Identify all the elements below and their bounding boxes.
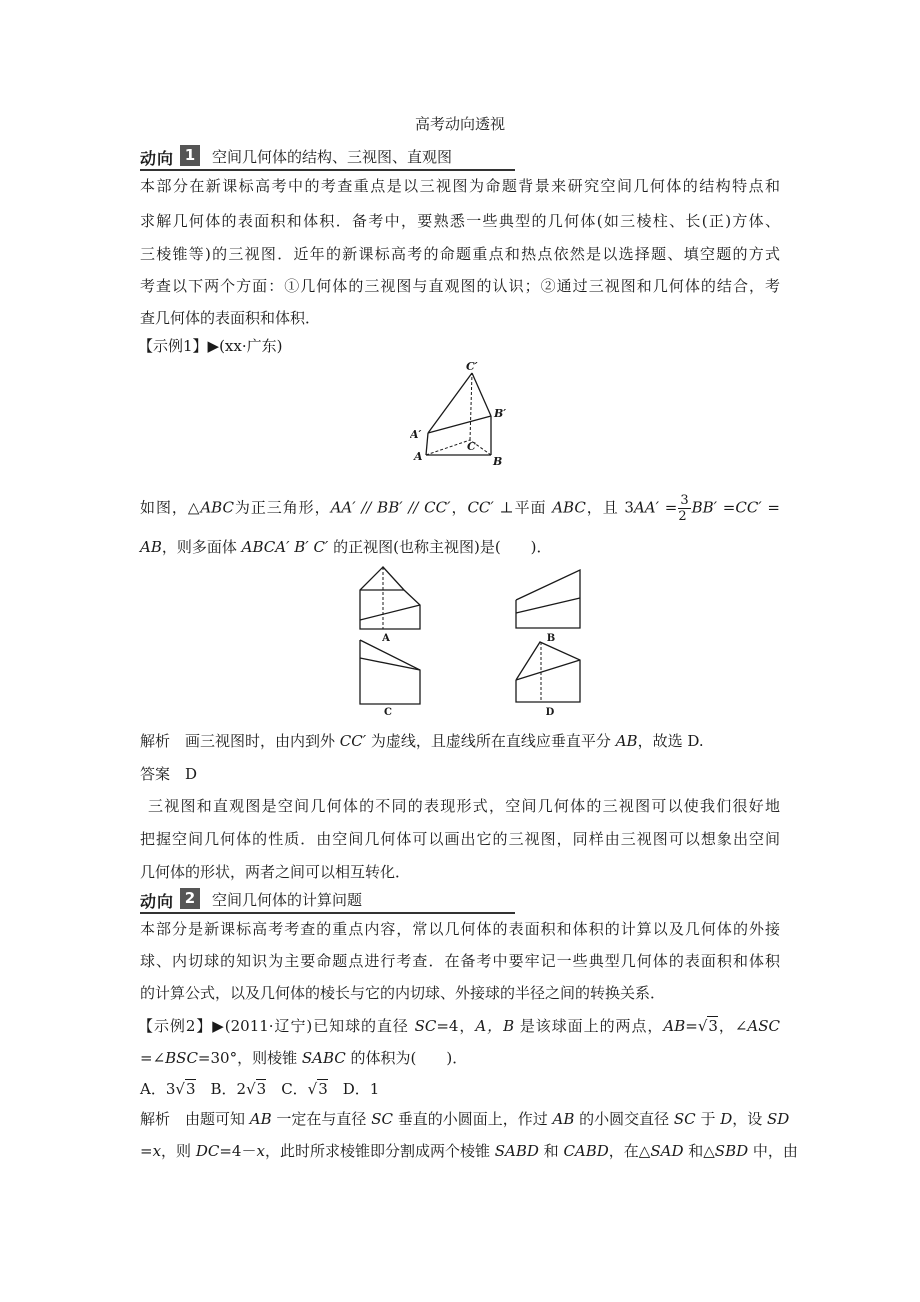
summary-line: 几何体的形状，两者之间可以相互转化． [140, 863, 411, 881]
example-2-question-line-1: 【示例2】▶(2011·辽宁)已知球的直径 SC=4，A，B 是该球面上的两点，AB=√3，∠ASC [138, 1017, 780, 1035]
option-b-drawing [516, 570, 580, 628]
option-d-drawing [516, 642, 580, 702]
section-1-label: 动向 [140, 149, 175, 168]
section-2-paragraph-line: 本部分是新课标高考考查的重点内容，常以几何体的表面积和体积的计算以及几何体的外接 [140, 920, 780, 938]
hidden-edge-cc1 [470, 373, 472, 440]
example-1-answer: 答案 D [140, 765, 198, 783]
example-1-label: 【示例1】▶(xx·广东) [138, 337, 283, 355]
section-2-label: 动向 [140, 892, 175, 911]
option-a-drawing [360, 567, 420, 629]
label-b: B [493, 455, 503, 468]
polyhedron-figure [410, 358, 530, 470]
option-d-label: D [545, 707, 555, 718]
hidden-edge-ac [426, 440, 470, 455]
section-1-paragraph-line: 本部分在新课标高考中的考查重点是以三视图为命题背景来研究空间几何体的结构特点和 [140, 177, 780, 195]
label-c-prime: C′ [466, 360, 478, 373]
example-2-question-line-2: =∠BSC=30°，则棱锥 SABC 的体积为( )． [140, 1049, 468, 1067]
page-title: 高考动向透视 [414, 115, 505, 133]
section-1-paragraph-line: 求解几何体的表面积和体积．备考中，要熟悉一些典型的几何体(如三棱柱、长(正)方体、 [140, 212, 780, 230]
summary-line: 三视图和直观图是空间几何体的不同的表现形式，空间几何体的三视图可以使我们很好地 [148, 797, 780, 815]
section-1-paragraph-line: 考查以下两个方面：①几何体的三视图与直观图的认识；②通过三视图和几何体的结合，考 [140, 277, 780, 295]
section-1-number: 1 [180, 145, 200, 166]
fraction-three-halves: $\frac{3}{2}$ [678, 493, 689, 524]
summary-line: 把握空间几何体的性质．由空间几何体可以画出它的三视图，同样由三视图可以想象出空间 [140, 830, 780, 848]
option-c-drawing [360, 640, 420, 704]
option-b-label: B [546, 633, 556, 644]
edge-a1c1 [428, 373, 472, 433]
section-1-heading: 空间几何体的结构、三视图、直观图 [212, 148, 453, 166]
section-2-heading: 空间几何体的计算问题 [212, 891, 363, 909]
label-b-prime: B′ [494, 407, 507, 420]
label-a-prime: A′ [410, 428, 422, 441]
option-a-label: A [382, 633, 390, 644]
section-2-header [140, 888, 515, 914]
section-2-paragraph-line: 球、内切球的知识为主要命题点进行考查．在备考中要牢记一些典型几何体的表面积和体积 [140, 952, 780, 970]
option-c-label: C [384, 707, 392, 718]
edge-a1b1 [428, 416, 491, 433]
edge-b1c1 [472, 373, 491, 416]
answer-options-figure-right [510, 560, 630, 720]
example-1-analysis: 解析 画三视图时，由内到外 CC′ 为虚线，且虚线所在直线应垂直平分 AB，故选 D. [140, 732, 704, 750]
label-a: A [414, 450, 423, 463]
example-2-options: A．3√3 B．2√3 C．√3 D．1 [140, 1080, 380, 1098]
section-1-paragraph-line: 查几何体的表面积和体积． [140, 309, 321, 327]
section-2-number: 2 [180, 888, 200, 909]
section-2-paragraph-line: 的计算公式，以及几何体的棱长与它的内切球、外接球的半径之间的转换关系． [140, 984, 666, 1002]
example-2-analysis-line-1: 解析 由题可知 AB 一定在与直径 SC 垂直的小圆面上，作过 AB 的小圆交直径 SC 于 D，设 SD [140, 1110, 790, 1128]
edge-aa1 [426, 433, 428, 455]
example-1-question-line-2: AB，则多面体 ABCA′ B′ C′ 的正视图(也称主视图)是( )． [140, 538, 552, 556]
section-1-paragraph-line: 三棱锥等)的三视图．近年的新课标高考的命题重点和热点依然是以选择题、填空题的方式 [140, 245, 780, 263]
example-1-question-line-1: 如图，△ABC为正三角形，AA′ // BB′ // CC′，CC′ ⊥平面 ABC，且 3AA′ = $\frac{3}{2}$ BB′ =CC′ = [140, 493, 781, 524]
example-2-analysis-line-2: =x，则 DC=4－x，此时所求棱锥即分割成两个棱锥 SABD 和 CABD，在△SAD 和△SBD 中，由 [140, 1142, 798, 1160]
section-1-header [140, 145, 515, 171]
label-c: C [467, 440, 476, 453]
